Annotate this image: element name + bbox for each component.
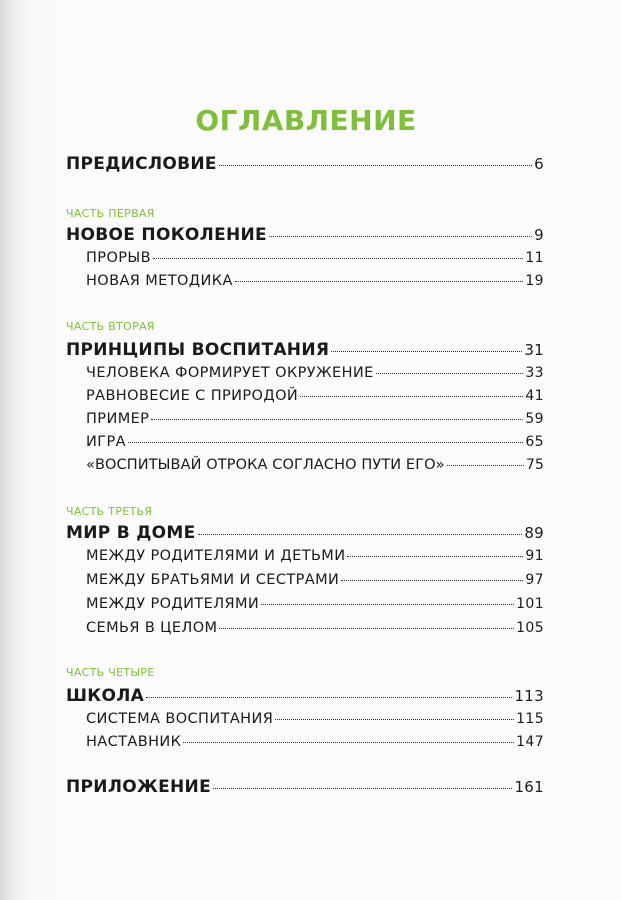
entry-title: ИГРА	[86, 434, 126, 450]
toc-entry[interactable]	[86, 431, 544, 453]
toc-entry[interactable]	[86, 270, 544, 292]
part-label: ЧАСТЬ ЧЕТЫРЕ	[66, 666, 155, 679]
entry-title: ПРИНЦИПЫ ВОСПИТАНИЯ	[66, 340, 330, 360]
toc-entry[interactable]	[86, 569, 544, 591]
toc-entry[interactable]	[86, 362, 544, 384]
entry-title: ПРИЛОЖЕНИЕ	[66, 777, 211, 797]
entry-title: МЕЖДУ БРАТЬЯМИ И СЕСТРАМИ	[86, 572, 340, 588]
dot-leader	[347, 556, 523, 557]
toc-entry[interactable]	[86, 708, 544, 730]
entry-page: 101	[516, 596, 544, 612]
entry-page: 161	[514, 778, 544, 796]
entry-title: ПРИМЕР	[86, 411, 150, 427]
entry-title: ЧЕЛОВЕКА ФОРМИРУЕТ ОКРУЖЕНИЕ	[86, 365, 374, 381]
entry-page: 113	[514, 687, 544, 705]
entry-title: ПРОРЫВ	[86, 250, 151, 266]
entry-page: 147	[516, 734, 544, 750]
toc-entry-appendix[interactable]	[66, 775, 544, 799]
dot-leader	[331, 351, 522, 352]
toc-entry[interactable]	[86, 617, 544, 639]
dot-leader	[146, 697, 512, 698]
dot-leader	[128, 442, 523, 443]
dot-leader	[341, 580, 523, 581]
toc-entry[interactable]	[86, 408, 544, 430]
entry-title: СИСТЕМА ВОСПИТАНИЯ	[86, 711, 274, 727]
toc-entry[interactable]	[86, 545, 544, 567]
entry-page: 89	[524, 524, 544, 542]
entry-title: РАВНОВЕСИЕ С ПРИРОДОЙ	[86, 388, 299, 404]
toc-entry[interactable]	[86, 731, 544, 753]
entry-title: СЕМЬЯ В ЦЕЛОМ	[86, 620, 218, 636]
entry-page: 115	[516, 711, 544, 727]
part-label: ЧАСТЬ ТРЕТЬЯ	[66, 505, 153, 518]
dot-leader	[275, 719, 514, 720]
dot-leader	[235, 281, 524, 282]
entry-title: МЕЖДУ РОДИТЕЛЯМИ И ДЕТЬМИ	[86, 548, 346, 564]
entry-page: 33	[525, 365, 544, 381]
entry-title: НОВАЯ МЕТОДИКА	[86, 273, 233, 289]
entry-title: МЕЖДУ РОДИТЕЛЯМИ	[86, 596, 260, 612]
entry-title: МИР В ДОМЕ	[66, 523, 196, 543]
entry-page: 75	[525, 457, 544, 473]
dot-leader	[213, 788, 512, 789]
dot-leader	[219, 165, 532, 166]
dot-leader	[183, 742, 514, 743]
toc-entry[interactable]	[86, 454, 544, 476]
entry-page: 31	[524, 341, 544, 359]
dot-leader	[376, 373, 524, 374]
dot-leader	[151, 419, 523, 420]
entry-page: 9	[534, 226, 544, 244]
toc-entry-part-3[interactable]	[66, 521, 544, 545]
dot-leader	[447, 465, 524, 466]
entry-page: 6	[534, 155, 544, 173]
entry-page: 19	[525, 273, 544, 289]
entry-page: 11	[525, 250, 544, 266]
part-label: ЧАСТЬ ВТОРАЯ	[66, 320, 155, 333]
toc-entry[interactable]	[86, 385, 544, 407]
dot-leader	[300, 396, 523, 397]
entry-page: 65	[525, 434, 544, 450]
dot-leader	[261, 604, 514, 605]
toc-entry-part-1[interactable]	[66, 223, 544, 247]
entry-title: ПРЕДИСЛОВИЕ	[66, 154, 217, 174]
dot-leader	[198, 534, 523, 535]
dot-leader	[219, 628, 514, 629]
toc-entry[interactable]	[86, 593, 544, 615]
dot-leader	[153, 258, 523, 259]
toc-entry-preface[interactable]	[66, 152, 544, 176]
part-label: ЧАСТЬ ПЕРВАЯ	[66, 207, 155, 220]
entry-title: ШКОЛА	[66, 686, 145, 706]
dot-leader	[269, 236, 532, 237]
toc-title: ОГЛАВЛЕНИЕ	[195, 104, 417, 137]
entry-page: 41	[525, 388, 544, 404]
entry-page: 97	[525, 572, 544, 588]
entry-page: 59	[525, 411, 544, 427]
toc-entry-part-4[interactable]	[66, 684, 544, 708]
entry-page: 91	[525, 548, 544, 564]
entry-page: 105	[516, 620, 544, 636]
toc-entry[interactable]	[86, 247, 544, 269]
toc-entry-part-2[interactable]	[66, 338, 544, 362]
entry-title: НОВОЕ ПОКОЛЕНИЕ	[66, 225, 267, 245]
entry-title: НАСТАВНИК	[86, 734, 182, 750]
entry-title: «ВОСПИТЫВАЙ ОТРОКА СОГЛАСНО ПУТИ ЕГО»	[86, 457, 445, 473]
